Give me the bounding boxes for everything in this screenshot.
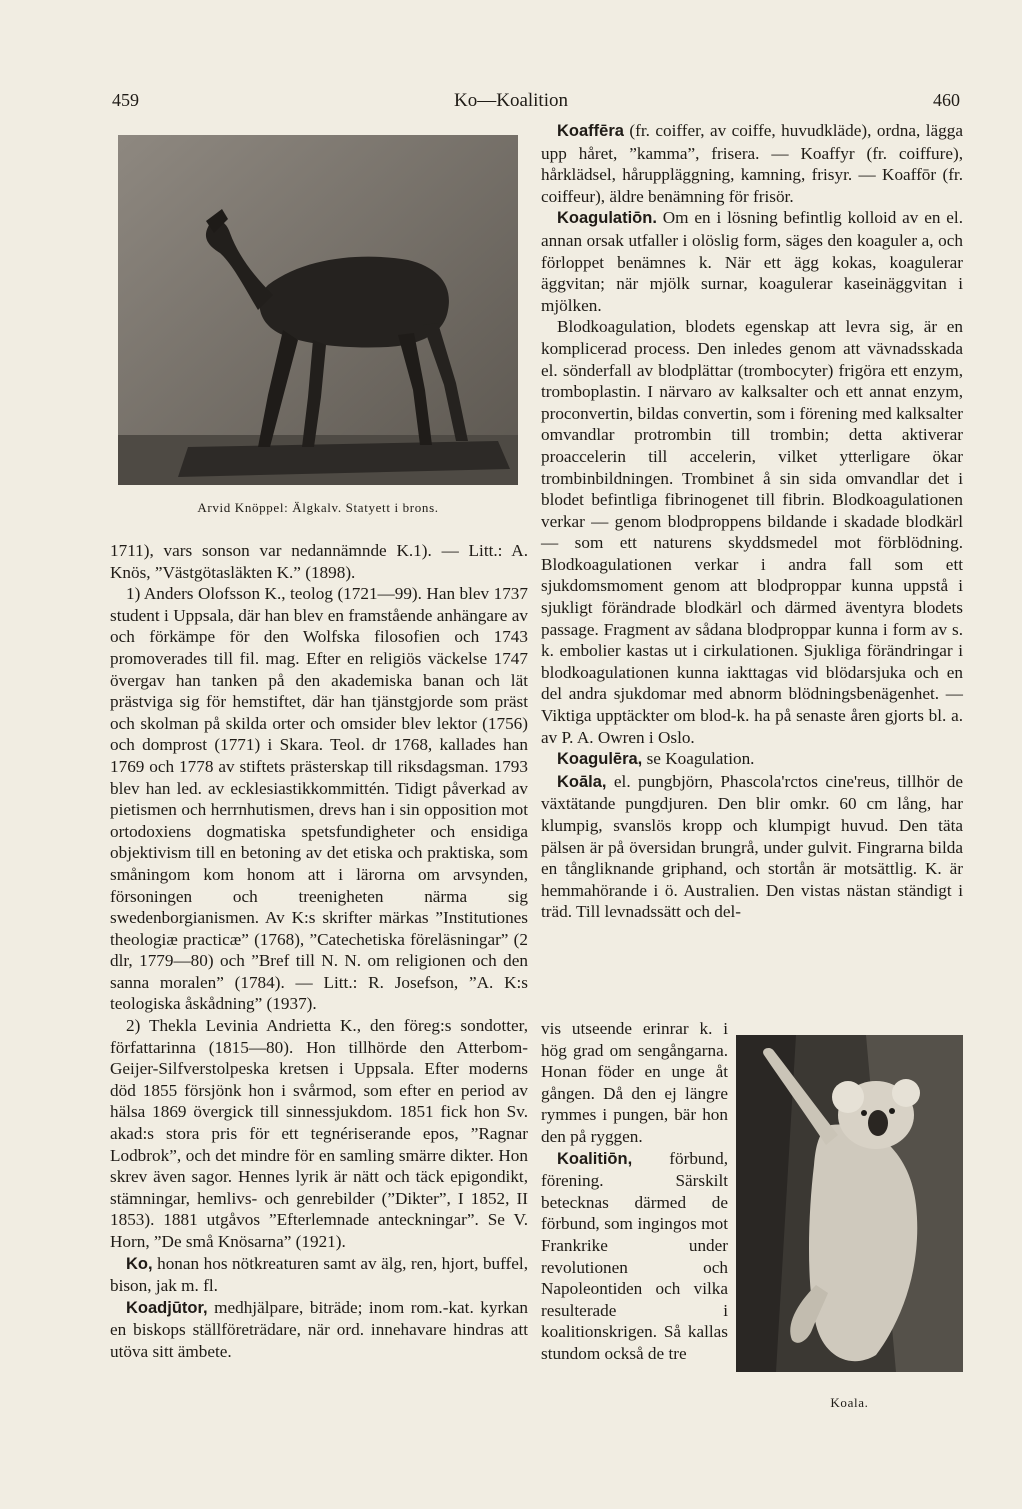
left-column: [110, 540, 528, 1363]
paragraph-thekla-levinia: 2) Thekla Levinia Andrietta K., den föreg:s sondotter, författarinna (1815—80). Hon tillhörde den Atterbom-Geijer-Silfverstolpeska kretsen i Uppsala. Efter moderns död 1855 försjönk hon i svårmod, som efter en period av hälsa 1869 övergick till sinnessjukdom. 1851 fick hon Sv. akad:s stora pris för ett tegnériserande epos, ”Ragnar Lodbrok”, och det mindre för en samling smärre dikter. Hon skrev även sagor. Hennes lyrik är nätt och täck epigondikt, stämningar, hemlivs- och genrebilder (”Dikter”, I 1852, II 1853). 1881 utgåvos ”Efterlemnade anteckningar”. Se V. Horn, ”De små Knösarna” (1921).: [110, 1016, 528, 1251]
entry-ko: [110, 1253, 528, 1297]
page-number-left: 459: [112, 90, 139, 110]
entry-koalition-text: förbund, förening. Särskilt betecknas därmed de förbund, som ingingos mot Frankrike under revolutionen och Napoleontiden och vilka resulterade i koalitionskrigen. Så kallas stundom också de tre: [541, 1148, 728, 1363]
headword-koaffera: Koaffēra: [557, 122, 624, 140]
headword-koalition: Koalitiōn,: [557, 1149, 633, 1168]
moose-statuette-photo: [118, 135, 518, 485]
moose-photo-caption: Arvid Knöppel: Älgkalv. Statyett i brons.: [197, 500, 439, 515]
entry-koaffera: [541, 120, 963, 207]
entry-ko-text: honan hos nötkreaturen samt av älg, ren, hjort, buffel, bison, jak m. fl.: [110, 1253, 528, 1296]
entry-koadjutor: [110, 1297, 528, 1363]
koala-photo-caption: Koala.: [830, 1395, 869, 1410]
koala-image: [736, 1035, 963, 1372]
paragraph-koala-continued: vis utseende erinrar k. i hög grad om sengångarna. Honan föder en unge åt gången. Då den ej längre rymmes i pungen, bär hon den på ryggen.: [541, 1019, 728, 1146]
headword-ko: Ko,: [126, 1254, 153, 1273]
entry-koala-text: el. pungbjörn, Phascola'rctos cine'reus, tillhör de växtätande pungdjuren. Den blir omkr. 60 cm lång, har klumpig, svanslös kropp och klumpigt huvud. Den täta pälsen är på översidan brungrå, under gulvit. Fingrarna bilda en tångliknande griphand, och stortån är motsättlig. K. är hemmahörande i ö. Australien. Den vistas nästan ständigt i träd. Till levnadssätt och del-: [541, 771, 963, 922]
koala-photo: [736, 1035, 963, 1372]
entry-koagulation-text: Om en i lösning befintlig kolloid av en el. annan orsak utfaller i olöslig form, säges den koaguler a, och förloppet benämnes k. När ett ägg kokas, koagulerar äggvitan; när mjölk surnar, koagulerar kaseinäggvitan i mjölken.: [541, 208, 963, 315]
entry-koagulation: [541, 207, 963, 316]
narrow-column: [541, 1018, 728, 1365]
headword-koadjutor: Koadjūtor,: [126, 1298, 208, 1317]
headword-koala: Koāla,: [557, 772, 607, 791]
entry-koagulera-text: se Koagulation.: [642, 749, 755, 769]
right-column: [541, 120, 963, 923]
entry-koalition: [541, 1148, 728, 1365]
entry-koaffera-text: (fr. coiffer, av coiffe, huvudkläde), ordna, lägga upp håret, ”kamma”, frisera. — Koaffyr (fr. coiffure), hårklädsel, håruppläggning, kamning, frisyr. — Koaffōr (fr. coiffeur), äldre benämning för frisör.: [541, 121, 963, 206]
entry-koagulera: [541, 748, 963, 771]
moose-statuette-image: [118, 135, 518, 485]
entry-koala: [541, 771, 963, 923]
running-head: Ko—Koalition: [454, 90, 568, 111]
paragraph-knos-family: 1711), vars sonson var nedannämnde K.1). — Litt.: A. Knös, ”Västgötasläkten K.” (1898).: [110, 541, 528, 582]
headword-koagulera: Koagulēra,: [557, 750, 643, 769]
entry-koadjutor-text: medhjälpare, biträde; inom rom.-kat. kyrkan en biskops ställföreträdare, när ord. innehavare hindras att utöva sitt ämbete.: [110, 1297, 528, 1361]
paragraph-anders-olofsson: 1) Anders Olofsson K., teolog (1721—99). Han blev 1737 student i Uppsala, där han blev en framstående anhängare av och förkämpe för den Wolfska filosofien och 1743 promoverades till fil. mag. Efter en religiös väckelse 1747 övergav han tanken på den akademiska banan och lät prästviga sig för hemstiftet, där han tjänstgjorde som präst och skolman på skilda orter och omsider blev lektor (1756) och domprost (1771) i Skara. Teol. dr 1768, kallades han 1769 och 1778 av stiftets prästerskap till riksdagsman. 1793 blev han led. av ecklesiastikkommittén. Tidigt påverkad av pietismen och herrnhutismen, drevs han i sin opposition mot ortodoxiens dogmatiska spetsfundigheter och ensidiga objektivism till en betoning av det etiska och praktiska, som småningom kom honom att i lärorna om arvsynden, försoningen och treenigheten närma sig swedenborgianismen. Av K:s skrifter märkas ”Institutiones theologiæ practicæ” (1768), ”Catechetiska föreläsningar” (2 dlr, 1779—80) och ”Bref till N. N. om religionen och den sanna moralen” (1784). — Litt.: R. Josefson, ”A. K:s teologiska åskådning” (1937).: [110, 584, 528, 1014]
paragraph-blodkoagulation: Blodkoagulation, blodets egenskap att levra sig, är en komplicerad process. Den inledes genom att vävnadsskada el. sönderfall av blodplättar (trombocyter) frigöra ett enzym, tromboplastin. I närvaro av kalksalter och ett annat enzym, proconvertin, bildas convertin, som i förening med kalksalter omvandlar protrombin till trombin; detta aktiverar proaccelerin till accelerin, vilket ytterligare ökar trombinbildningen. Trombinet å sin sida omvandlar det i blodet befintliga fibrinogenet till fibrin. Blodkoagulationen verkar — genom blodproppens bildande i skadade blodkärl — som ett naturens skyddsmedel mot förblödning. Blodkoagulationen verkar i andra fall som ett sjukdomsmoment genom att blodproppar kunna uppstå i sjukligt förändrade blodkärl och därmed äventyra blodets passage. Fragment av sådana blodproppar kunna i form av s. k. embolier kastas ut i cirkulationen. Sjukliga förändringar i blodkoagulationen kunna iakttagas vid blödarsjuka och en del andra sjukdomar med abnorm blödningsbenägenhet. — Viktiga upptäckter om blod-k. ha på senaste åren gjorts bl. a. av P. A. Owren i Oslo.: [541, 317, 963, 747]
page-number-right: 460: [933, 90, 960, 110]
headword-koagulation: Koagulatiōn.: [557, 209, 657, 228]
